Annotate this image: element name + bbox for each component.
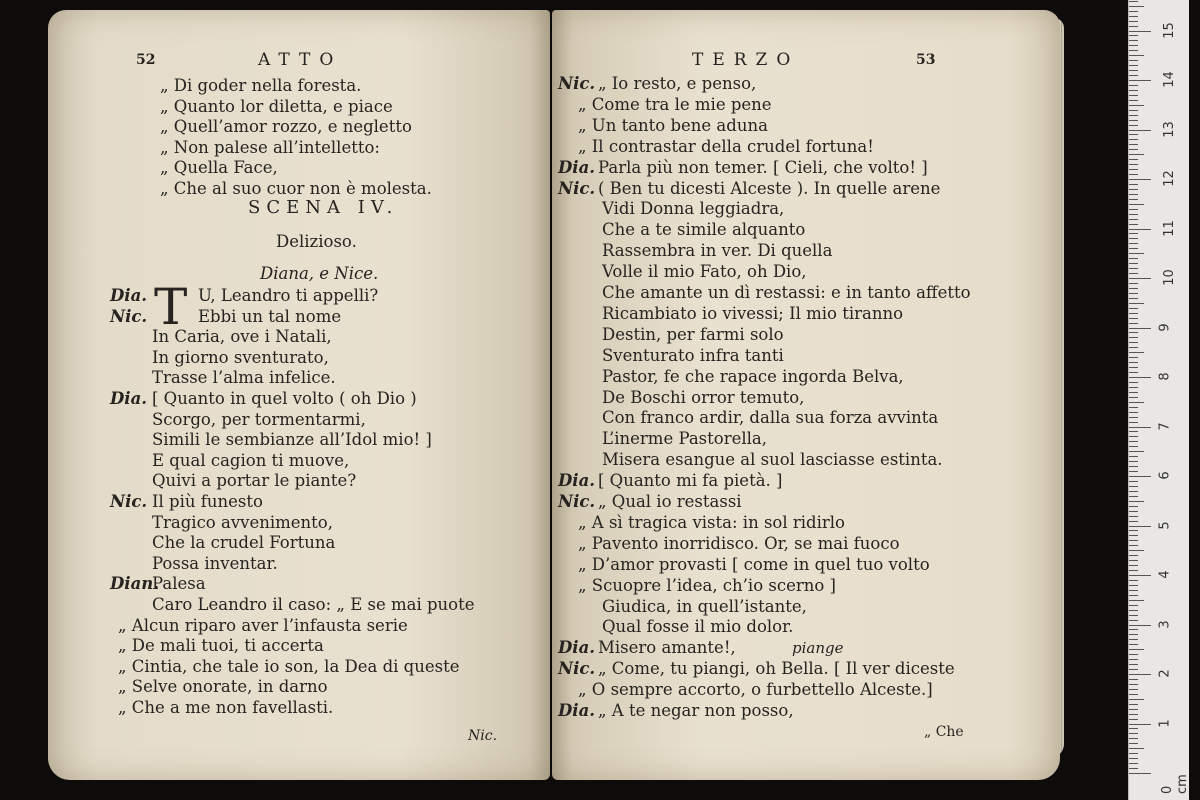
ruler-tick [1129, 768, 1138, 769]
ruler-label: 3 [1157, 619, 1173, 629]
ruler-tick [1129, 377, 1151, 378]
dialogue-line: Misero amante!, [598, 638, 736, 658]
ruler-tick [1129, 521, 1138, 522]
scene-location: Delizioso. [276, 232, 357, 251]
ruler-tick [1129, 629, 1138, 630]
ruler-tick [1129, 397, 1138, 398]
dialogue-line: Che la crudel Fortuna [152, 533, 336, 553]
ruler-tick [1129, 427, 1151, 428]
speaker-label: Nic. [110, 492, 148, 511]
dialogue-line: Scorgo, per tormentarmi, [152, 409, 366, 429]
dialogue-line: Simili le sembianze all’Idol mio! ] [152, 430, 432, 450]
speaker-label: Dia. [558, 638, 596, 658]
ruler-tick [1129, 125, 1138, 126]
verse-line: „ Di goder nella foresta. [160, 76, 362, 95]
ruler-tick [1129, 174, 1138, 175]
ruler-tick [1129, 476, 1151, 477]
ruler-tick [1129, 229, 1151, 230]
ruler-tick [1129, 565, 1138, 566]
speaker-label: Dia. [110, 389, 148, 408]
ruler-tick [1129, 461, 1138, 462]
speaker-label: Nic. [558, 659, 596, 679]
speaker-label: Dia. [558, 471, 596, 491]
ruler-tick [1129, 60, 1138, 61]
ruler-tick [1129, 669, 1138, 670]
ruler-tick [1129, 431, 1138, 432]
ruler-label: 13 [1161, 120, 1177, 138]
ruler-tick [1129, 595, 1138, 596]
ruler-tick [1129, 550, 1144, 551]
dialogue-line: [ Quanto mi fa pietà. ] [598, 471, 783, 491]
dialogue-line: Tragico avvenimento, [152, 512, 333, 532]
right-page [552, 10, 1060, 780]
ruler-tick [1129, 65, 1138, 66]
verse-line: „ Quanto lor diletta, e piace [160, 96, 393, 116]
ruler-tick [1129, 758, 1138, 759]
ruler-tick [1129, 570, 1138, 571]
speaker-label: Nic. [110, 306, 148, 326]
ruler-label: 4 [1157, 570, 1173, 579]
ruler-tick [1129, 120, 1138, 121]
measuring-ruler [1128, 0, 1189, 800]
ruler-label: 10 [1161, 269, 1177, 286]
ruler-tick [1129, 674, 1151, 675]
ruler-tick [1129, 600, 1144, 601]
verse-line: „ Che al suo cuor non è molesta. [160, 178, 432, 198]
speaker-label: Dia. [558, 701, 596, 720]
ruler-label: 12 [1161, 170, 1177, 187]
left-page [48, 10, 550, 780]
dialogue-line: Giudica, in quell’istante, [602, 596, 807, 616]
ruler-tick [1129, 412, 1138, 413]
ruler-tick [1129, 40, 1138, 41]
ruler-tick [1129, 724, 1151, 725]
ruler-tick [1129, 328, 1151, 329]
verse-line: „ Non palese all’intelletto: [160, 137, 380, 157]
ruler-tick [1129, 773, 1151, 774]
ruler-tick [1129, 273, 1138, 274]
ruler-tick [1129, 278, 1151, 279]
dialogue-line: Vidi Donna leggiadra, [602, 199, 785, 219]
ruler-label: 8 [1157, 372, 1173, 381]
ruler-tick [1129, 694, 1138, 695]
ruler-tick [1129, 714, 1138, 715]
open-book [48, 10, 1060, 790]
dialogue-line: Sventurato infra tanti [602, 345, 784, 365]
dialogue-line: Pastor, fe che rapace ingorda Belva, [602, 366, 904, 386]
ruler-tick [1129, 332, 1138, 333]
dialogue-line: „ A sì tragica vista: in sol ridirlo [578, 512, 845, 532]
ruler-tick [1129, 238, 1138, 239]
ruler-tick [1129, 298, 1138, 299]
ruler-tick [1129, 545, 1138, 546]
ruler-tick [1129, 11, 1138, 12]
catchword-left: Nic. [468, 728, 498, 744]
dialogue-line: Qual fosse il mio dolor. [602, 617, 794, 637]
ruler-tick [1129, 26, 1138, 27]
ruler-tick [1129, 154, 1144, 155]
speaker-label: Dia. [558, 157, 596, 177]
dialogue-line: Caro Leandro il caso: „ E se mai puote [152, 595, 475, 614]
ruler-tick [1129, 159, 1138, 160]
dialogue-line: Ricambiato io vivessi; Il mio tiranno [602, 303, 904, 323]
ruler-tick [1129, 50, 1138, 51]
ruler-tick [1129, 585, 1138, 586]
running-header-right: TERZO [692, 50, 800, 70]
ruler-tick [1129, 130, 1151, 131]
speaker-label: Dia. [110, 286, 148, 305]
ruler-tick [1129, 100, 1138, 101]
ruler-tick [1129, 367, 1138, 368]
ruler-tick [1129, 481, 1138, 482]
ruler-tick [1129, 451, 1144, 452]
ruler-tick [1129, 209, 1138, 210]
ruler-tick [1129, 139, 1138, 140]
ruler-tick [1129, 456, 1138, 457]
ruler-tick [1129, 144, 1138, 145]
ruler-label: 5 [1157, 520, 1173, 530]
ruler-tick [1129, 639, 1138, 640]
ruler-tick [1129, 615, 1138, 616]
ruler-tick [1129, 199, 1138, 200]
verse-line: „ Quella Face, [160, 158, 278, 177]
ruler-tick [1129, 95, 1138, 96]
ruler-tick [1129, 169, 1138, 170]
ruler-tick [1129, 347, 1138, 348]
speaker-label: Nic. [558, 74, 596, 93]
dialogue-line: „ Un tanto bene aduna [578, 115, 768, 135]
ruler-tick [1129, 540, 1138, 541]
ruler-tick [1129, 407, 1138, 408]
dialogue-line: In Caria, ove i Natali, [152, 327, 332, 347]
ruler-label: 15 [1161, 21, 1177, 39]
dialogue-line: Misera esangue al suol lasciasse estinta. [602, 450, 943, 470]
ruler-tick [1129, 704, 1138, 705]
ruler-tick [1129, 738, 1138, 739]
ruler-tick [1129, 466, 1138, 467]
ruler-tick [1129, 610, 1138, 611]
dialogue-line: Che a te simile alquanto [602, 220, 806, 240]
ruler-tick [1129, 248, 1138, 249]
ruler-tick [1129, 491, 1138, 492]
dialogue-line: Il più funesto [152, 492, 263, 511]
ruler-label: 9 [1157, 322, 1173, 332]
ruler-tick [1129, 189, 1138, 190]
dialogue-line: Possa inventar. [152, 553, 278, 573]
dialogue-line: E qual cagion ti muove, [152, 450, 350, 470]
ruler-tick [1129, 664, 1138, 665]
dialogue-line: Palesa [152, 574, 206, 594]
ruler-tick [1129, 31, 1151, 32]
speaker-label: Nic. [558, 492, 596, 511]
ruler-tick [1129, 748, 1144, 749]
ruler-tick [1129, 382, 1138, 383]
ruler-tick [1129, 6, 1144, 7]
ruler-tick [1129, 219, 1138, 220]
ruler-tick [1129, 268, 1138, 269]
dialogue-line: In giorno sventurato, [152, 347, 329, 367]
ruler-tick [1129, 1, 1138, 2]
ruler-tick [1129, 357, 1138, 358]
dialogue-line: Destin, per farmi solo [602, 324, 784, 344]
stage-direction: piange [792, 639, 844, 657]
dialogue-line: „ Il contrastar della crudel fortuna! [578, 136, 874, 156]
ruler-tick [1129, 486, 1138, 487]
ruler-tick [1129, 308, 1138, 309]
ruler-tick [1129, 496, 1138, 497]
ruler-tick [1129, 679, 1138, 680]
ruler-tick [1129, 436, 1138, 437]
ruler-tick [1129, 362, 1138, 363]
ruler-label: 14 [1161, 71, 1177, 88]
ruler-tick [1129, 753, 1138, 754]
ruler-tick [1129, 90, 1138, 91]
page-number-left: 52 [136, 52, 156, 68]
ruler-tick [1129, 530, 1138, 531]
ruler-tick [1129, 372, 1138, 373]
ruler-tick [1129, 684, 1138, 685]
dialogue-line: Con franco ardir, dalla sua forza avvinta [602, 408, 939, 428]
scene-title: SCENA IV. [248, 197, 399, 218]
dialogue-line: „ Io resto, e penso, [598, 74, 757, 93]
ruler-tick [1129, 625, 1151, 626]
ruler-tick [1129, 501, 1144, 502]
ruler-tick [1129, 733, 1138, 734]
dialogue-line: De Boschi orror temuto, [602, 387, 805, 407]
ruler-label: 7 [1157, 421, 1173, 431]
catchword-right: „ Che [924, 724, 964, 740]
ruler-tick [1129, 214, 1138, 215]
characters-list: Diana, e Nice. [260, 264, 379, 283]
ruler-tick [1129, 105, 1144, 106]
ruler-tick [1129, 441, 1138, 442]
ruler-tick [1129, 224, 1138, 225]
dialogue-line: „ Alcun riparo aver l’infausta serie [118, 615, 408, 635]
dialogue-line: „ D’amor provasti [ come in quel tuo volto [578, 554, 930, 574]
ruler-tick [1129, 243, 1138, 244]
dialogue-line: Parla più non temer. [ Cieli, che volto! ] [598, 157, 928, 177]
dialogue-line: „ Qual io restassi [598, 492, 742, 511]
ruler-tick [1129, 134, 1138, 135]
ruler-tick [1129, 763, 1138, 764]
dialogue-line: L’inerme Pastorella, [602, 429, 767, 449]
ruler-tick [1129, 283, 1138, 284]
ruler-tick [1129, 689, 1138, 690]
ruler-tick [1129, 16, 1138, 17]
ruler-tick [1129, 392, 1138, 393]
ruler-tick [1129, 535, 1138, 536]
ruler-tick [1129, 288, 1138, 289]
dialogue-line: Rassembra in ver. Di quella [602, 241, 833, 261]
ruler-tick [1129, 21, 1138, 22]
drop-cap: T [154, 278, 188, 336]
dialogue-line: Quivi a portar le piante? [152, 471, 357, 491]
ruler-tick [1129, 55, 1144, 56]
dialogue-line: „ Come, tu piangi, oh Bella. [ Il ver diceste [598, 659, 955, 679]
ruler-tick [1129, 422, 1138, 423]
ruler-tick [1129, 728, 1138, 729]
ruler-tick [1129, 337, 1138, 338]
ruler-tick [1129, 654, 1138, 655]
ruler-tick [1129, 293, 1138, 294]
ruler-tick [1129, 149, 1138, 150]
dialogue-line: Volle il mio Fato, oh Dio, [602, 262, 807, 282]
ruler-tick [1129, 35, 1138, 36]
ruler-tick [1129, 526, 1151, 527]
ruler-tick [1129, 590, 1138, 591]
ruler-tick [1129, 263, 1138, 264]
running-header-left: ATTO [258, 50, 343, 70]
ruler-label: 1 [1157, 718, 1173, 728]
ruler-tick [1129, 204, 1144, 205]
ruler-tick [1129, 258, 1138, 259]
ruler-tick [1129, 560, 1138, 561]
dialogue-line: Trasse l’alma infelice. [152, 368, 336, 388]
dialogue-line: „ Selve onorate, in darno [118, 677, 328, 697]
ruler-tick [1129, 70, 1138, 71]
ruler-tick [1129, 110, 1138, 111]
ruler-tick [1129, 620, 1138, 621]
ruler-tick [1129, 743, 1138, 744]
ruler-tick [1129, 253, 1144, 254]
dialogue-line: „ De mali tuoi, ti accerta [118, 636, 324, 656]
ruler-tick [1129, 115, 1138, 116]
ruler-tick [1129, 659, 1138, 660]
dialogue-line: „ Pavento inorridisco. Or, se mai fuoco [578, 533, 900, 553]
ruler-tick [1129, 164, 1138, 165]
speaker-label: Dian. [110, 574, 160, 594]
ruler-tick [1129, 605, 1138, 606]
ruler-tick [1129, 352, 1144, 353]
ruler-tick [1129, 575, 1151, 576]
ruler-tick [1129, 80, 1151, 81]
ruler-label: 2 [1157, 669, 1173, 678]
ruler-tick [1129, 649, 1144, 650]
ruler-tick [1129, 719, 1138, 720]
dialogue-line: Che amante un dì restassi: e in tanto affetto [602, 283, 971, 302]
ruler-tick [1129, 471, 1138, 472]
ruler-tick [1129, 699, 1144, 700]
ruler-tick [1129, 184, 1138, 185]
ruler-tick [1129, 387, 1138, 388]
dialogue-line: „ O sempre accorto, o furbettello Alceste.] [578, 680, 933, 700]
dialogue-line: „ A te negar non posso, [598, 701, 794, 720]
ruler-tick [1129, 580, 1138, 581]
ruler-tick [1129, 179, 1151, 180]
ruler-label: 11 [1161, 219, 1177, 237]
dialogue-line: U, Leandro ti appelli? [198, 286, 379, 305]
ruler-tick [1129, 506, 1138, 507]
ruler-tick [1129, 303, 1144, 304]
ruler-tick [1129, 323, 1138, 324]
ruler-label: 0 cm [1160, 774, 1190, 794]
ruler-tick [1129, 417, 1138, 418]
dialogue-line: „ Scuopre l’idea, ch’io scerno ] [578, 575, 836, 595]
ruler-tick [1129, 511, 1138, 512]
speaker-label: Nic. [558, 178, 596, 198]
ruler-tick [1129, 318, 1138, 319]
dialogue-line: „ Come tra le mie pene [578, 94, 772, 114]
ruler-tick [1129, 709, 1138, 710]
ruler-tick [1129, 313, 1138, 314]
dialogue-line: Ebbi un tal nome [198, 306, 342, 326]
ruler-tick [1129, 75, 1138, 76]
ruler-tick [1129, 555, 1138, 556]
ruler-label: 6 [1157, 471, 1173, 480]
dialogue-line: „ Che a me non favellasti. [118, 698, 334, 717]
ruler-tick [1129, 194, 1138, 195]
ruler-tick [1129, 233, 1138, 234]
ruler-tick [1129, 644, 1138, 645]
ruler-tick [1129, 342, 1138, 343]
ruler-tick [1129, 516, 1138, 517]
dialogue-line: ( Ben tu dicesti Alceste ). In quelle arene [598, 178, 941, 198]
dialogue-line: „ Cintia, che tale io son, la Dea di queste [118, 656, 460, 676]
ruler-tick [1129, 634, 1138, 635]
page-number-right: 53 [916, 52, 936, 68]
ruler-tick [1129, 446, 1138, 447]
ruler-tick [1129, 85, 1138, 86]
dialogue-line: [ Quanto in quel volto ( oh Dio ) [152, 389, 417, 408]
verse-line: „ Quell’amor rozzo, e negletto [160, 117, 412, 136]
ruler-tick [1129, 402, 1144, 403]
ruler-tick [1129, 45, 1138, 46]
